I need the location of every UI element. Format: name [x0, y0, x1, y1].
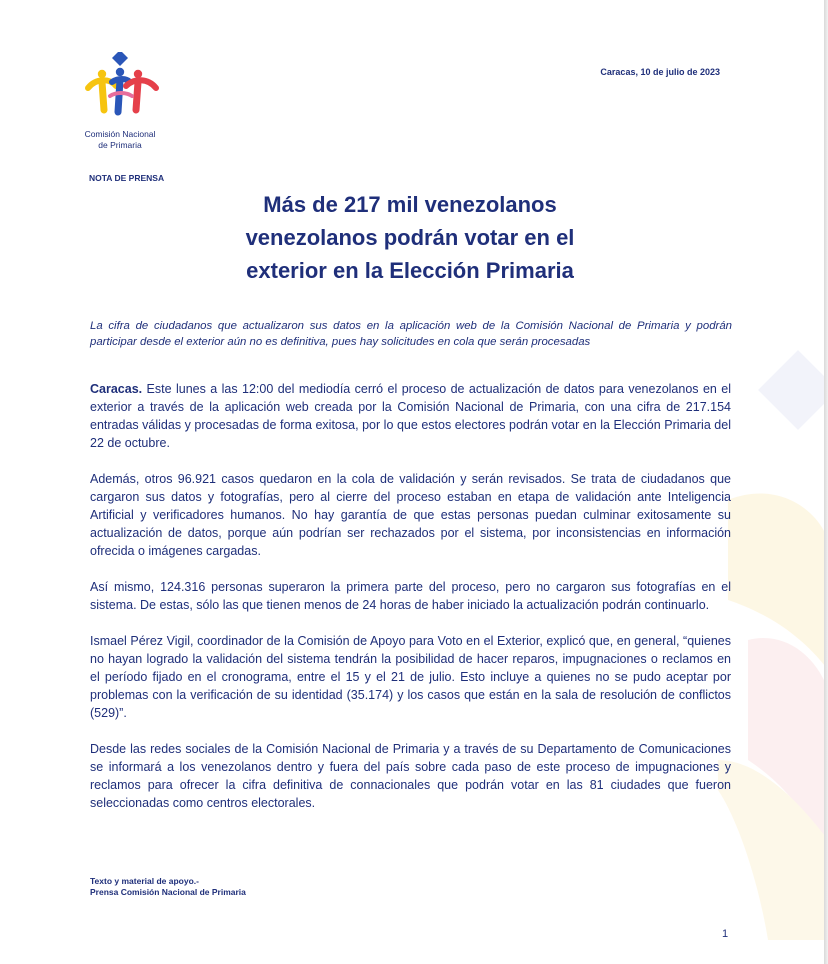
- headline-line-3: exterior en la Elección Primaria: [246, 258, 574, 283]
- page-edge-shadow: [824, 0, 828, 964]
- page-number: 1: [722, 928, 729, 940]
- headline-line-1: Más de 217 mil venezolanos: [263, 192, 557, 217]
- paragraph-1-lead: Caracas.: [90, 382, 143, 396]
- dateline: Caracas, 10 de julio de 2023: [600, 67, 720, 77]
- lead-paragraph: La cifra de ciudadanos que actualizaron sus datos en la aplicación web de la Comisión Nacional de Primaria y podrán participar desde el exterior aún no es definitiva, pues hay solicitudes en cola que serán procesadas: [90, 320, 732, 348]
- paragraph-5: Desde las redes sociales de la Comisión Nacional de Primaria y a través de su Departamento de Comunicaciones se informará a los venezolanos dentro y fuera del país sobre cada paso de este proceso de impugnaciones y reclamos para ofrecer la cifra definitiva de connacionales que podrán votar en las 81 ciudades que fueron seleccionadas como centros electorales.: [90, 742, 731, 810]
- credit-block: [90, 876, 246, 898]
- logo-line-2: de Primaria: [98, 140, 142, 150]
- credit-line-1: Texto y material de apoyo.-: [90, 876, 199, 886]
- headline-line-2: venezolanos podrán votar en el: [245, 225, 575, 250]
- article-body: [90, 380, 731, 830]
- logo-wordmark: [70, 129, 170, 151]
- primaria-logo-icon: [82, 52, 162, 122]
- paragraph-1: [90, 380, 731, 452]
- paragraph-2: Además, otros 96.921 casos quedaron en la cola de validación y serán revisados. Se trata de ciudadanos que cargaron sus datos y fotografías, pero al cierre del proceso estaban en etapa de validación ante Inteligencia Artificial y verificadores humanos. No hay garantía de que estas personas puedan culminar exitosamente su actualización de datos, porque aún podrían ser rechazados por el sistema, por inconsistencias en información ofrecida o imágenes cargadas.: [90, 472, 731, 558]
- paragraph-1-text: Este lunes a las 12:00 del mediodía cerró el proceso de actualización de datos para venezolanos en el exterior a través de la aplicación web creada por la Comisión Nacional de Primaria, con una cifra de 217.154 entradas válidas y procesadas de forma exitosa, por lo que estos electores podrán votar en la Elección Primaria del 22 de octubre.: [90, 382, 731, 450]
- section-label: NOTA DE PRENSA: [89, 173, 165, 183]
- paragraph-3: Así mismo, 124.316 personas superaron la primera parte del proceso, pero no cargaron sus fotografías en el sistema. De estas, sólo las que tienen menos de 24 horas de haber iniciado la actualización podrán continuarlo.: [90, 580, 731, 612]
- logo-line-1: Comisión Nacional: [84, 129, 156, 139]
- credit-line-2: Prensa Comisión Nacional de Primaria: [90, 887, 246, 897]
- paragraph-4: Ismael Pérez Vigil, coordinador de la Comisión de Apoyo para Voto en el Exterior, explicó que, en general, “quienes no hayan logrado la validación del sistema tendrán la posibilidad de hacer reparos, impugnaciones o reclamos en el período fijado en el cronograma, entre el 15 y el 21 de julio. Esto incluye a quienes no se pudo aceptar por problemas con la verificación de su identidad (35.174) y los casos que están en la sala de resolución de conflictos (529)”.: [90, 634, 731, 720]
- headline: [160, 188, 660, 287]
